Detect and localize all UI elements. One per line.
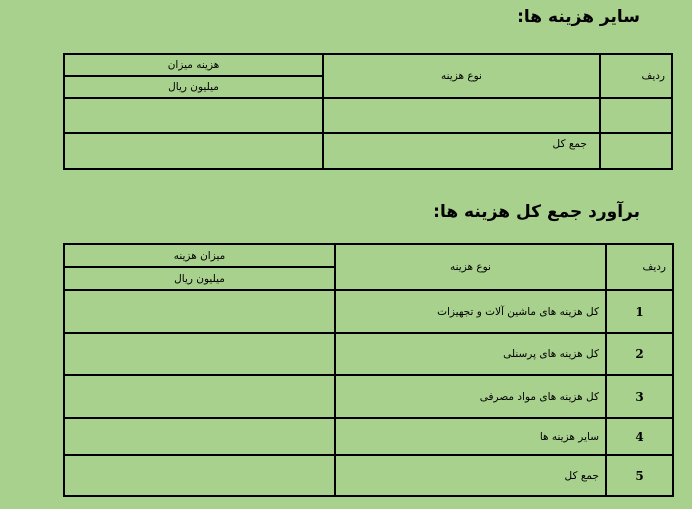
row-number-cell <box>600 98 672 133</box>
cost-type-cell: کل هزینه های پرسنلی <box>335 333 606 375</box>
cost-amount-cell[interactable] <box>64 375 335 418</box>
cost-type-cell: کل هزینه های مواد مصرفی <box>335 375 606 418</box>
table-header-row <box>64 244 673 267</box>
cost-amount-cell[interactable] <box>64 333 335 375</box>
cost-amount-cell[interactable] <box>64 290 335 333</box>
table-header-row <box>64 54 672 76</box>
other-costs-table <box>63 53 673 170</box>
cost-type-cell: جمع کل <box>335 455 606 496</box>
cost-type-header: نوع هزینه <box>335 244 606 290</box>
cost-type-cell <box>323 98 600 133</box>
table-row <box>64 333 673 375</box>
cost-type-cell: جمع کل <box>323 133 600 169</box>
cost-amount-cell[interactable] <box>64 133 323 169</box>
cost-type-cell: کل هزینه های ماشین آلات و تجهیزات <box>335 290 606 333</box>
row-number-cell <box>600 133 672 169</box>
cost-type-header: نوع هزینه <box>323 54 600 98</box>
cost-amount-cell[interactable] <box>64 455 335 496</box>
total-estimate-heading: برآورد جمع کل هزینه ها: <box>433 202 640 222</box>
row-number-header: ردیف <box>600 54 672 98</box>
cost-amount-header: میزان هزینه <box>64 244 335 267</box>
table-row <box>64 98 672 133</box>
cost-amount-header: هزینه میزان <box>64 54 323 76</box>
row-number-cell: 4 <box>606 418 673 455</box>
table-row <box>64 290 673 333</box>
row-number-header: ردیف <box>606 244 673 290</box>
row-number-cell: 5 <box>606 455 673 496</box>
total-estimate-table <box>63 243 674 497</box>
cost-amount-cell[interactable] <box>64 98 323 133</box>
table-row <box>64 133 672 169</box>
row-number-cell: 1 <box>606 290 673 333</box>
row-number-cell: 2 <box>606 333 673 375</box>
unit-header: میلیون ریال <box>64 267 335 290</box>
row-number-cell: 3 <box>606 375 673 418</box>
table-row <box>64 375 673 418</box>
table-row <box>64 418 673 455</box>
cost-type-cell: سایر هزینه ها <box>335 418 606 455</box>
unit-header: میلیون ریال <box>64 76 323 98</box>
table-row <box>64 455 673 496</box>
other-costs-heading: سایر هزینه ها: <box>517 7 640 27</box>
cost-amount-cell[interactable] <box>64 418 335 455</box>
